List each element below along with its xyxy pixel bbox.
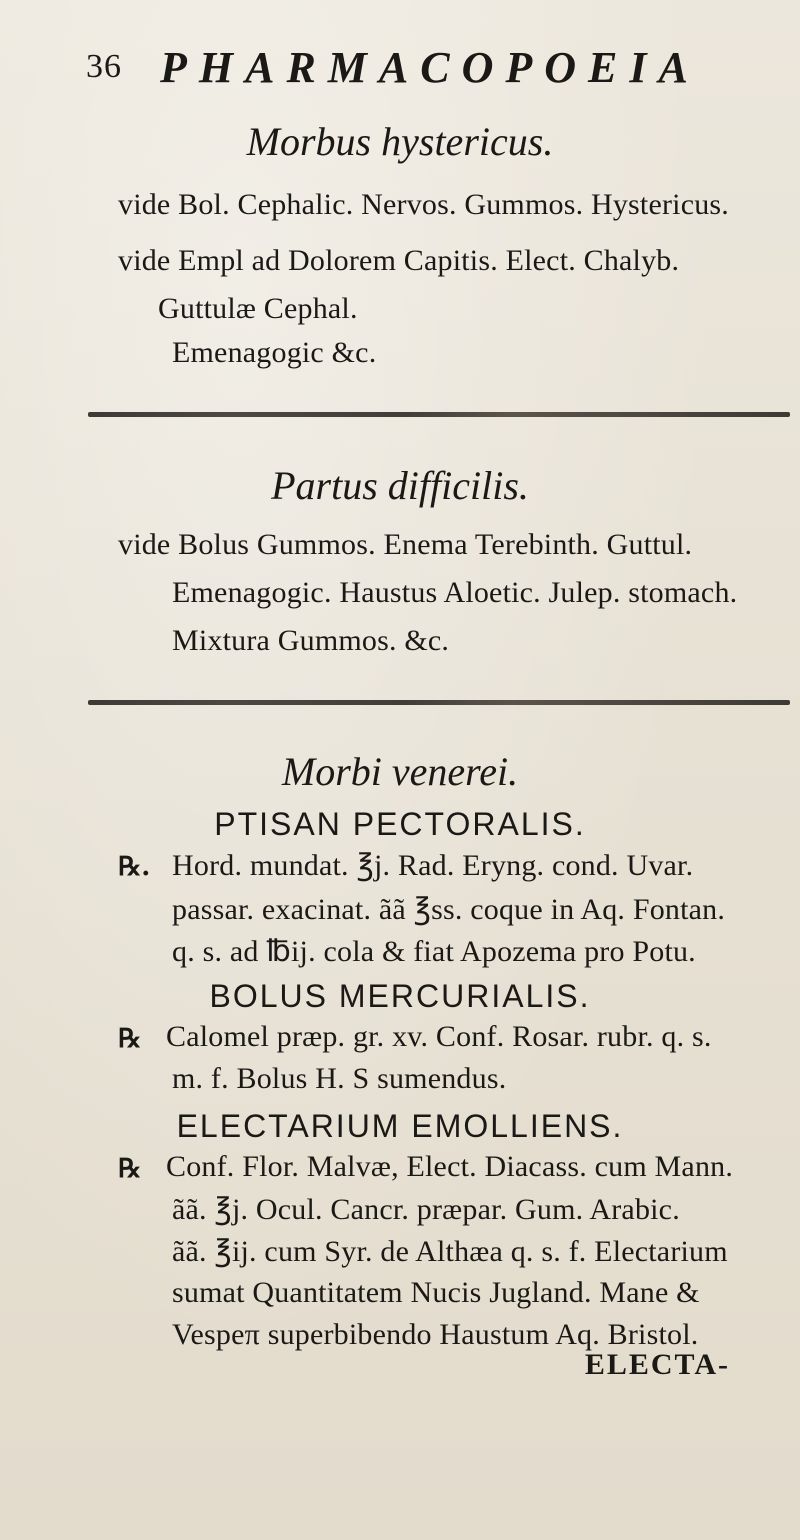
text-line: m. f. Bolus H. S sumendus. <box>172 1062 507 1095</box>
text-line: vide Bol. Cephalic. Nervos. Gummos. Hystericus. <box>118 188 729 221</box>
section-divider <box>88 700 790 705</box>
recipe-heading-electarium-emolliens: ELECTARIUM EMOLLIENS. <box>176 1108 624 1144</box>
text-line: vide Bolus Gummos. Enema Terebinth. Guttul. <box>118 528 693 561</box>
recipe-symbol: ℞. <box>118 852 151 882</box>
catchword: ELECTA- <box>584 1348 730 1381</box>
page-header <box>0 42 800 102</box>
text-line: sumat Quantitatem Nucis Jugland. Mane & <box>172 1276 700 1309</box>
text-line: ãã. ℥j. Ocul. Cancr. præpar. Gum. Arabic. <box>172 1193 680 1226</box>
recipe-heading-bolus-mercurialis: BOLUS MERCURIALIS. <box>209 978 591 1014</box>
recipe-symbol: ℞ <box>118 1154 142 1184</box>
section-title-morbus-hystericus: Morbus hystericus. <box>246 119 554 164</box>
text-line: Emenagogic &c. <box>172 336 377 369</box>
recipe-heading-ptisan-pectoralis: PTISAN PECTORALIS. <box>214 806 586 842</box>
recipe-symbol: ℞ <box>118 1024 142 1054</box>
text-line: Hord. mundat. ℥j. Rad. Eryng. cond. Uvar. <box>172 849 694 882</box>
text-line: Vespeπ superbibendo Haustum Aq. Bristol. <box>172 1318 699 1351</box>
running-title: PHARMACOPOEIA <box>160 43 700 92</box>
text-line: Conf. Flor. Malvæ, Elect. Diacass. cum Mann. <box>166 1150 734 1183</box>
text-line: q. s. ad ℔ij. cola & fiat Apozema pro Potu. <box>172 935 696 968</box>
section-title-morbi-venerei: Morbi venerei. <box>281 749 519 794</box>
text-line: Mixtura Gummos. &c. <box>172 624 450 657</box>
text-line: passar. exacinat. ãã ℥ss. coque in Aq. Fontan. <box>172 893 726 926</box>
text-line: Guttulæ Cephal. <box>158 292 358 325</box>
text-line: Emenagogic. Haustus Aloetic. Julep. stomach. <box>172 576 738 609</box>
page-number: 36 <box>86 48 122 85</box>
section-divider <box>88 412 790 417</box>
text-line: Calomel præp. gr. xv. Conf. Rosar. rubr. q. s. <box>166 1020 712 1053</box>
text-line: vide Empl ad Dolorem Capitis. Elect. Chalyb. <box>118 244 680 277</box>
section-title-partus-difficilis: Partus difficilis. <box>271 463 529 508</box>
text-line: ãã. ℥ij. cum Syr. de Althæa q. s. f. Electarium <box>172 1235 728 1268</box>
